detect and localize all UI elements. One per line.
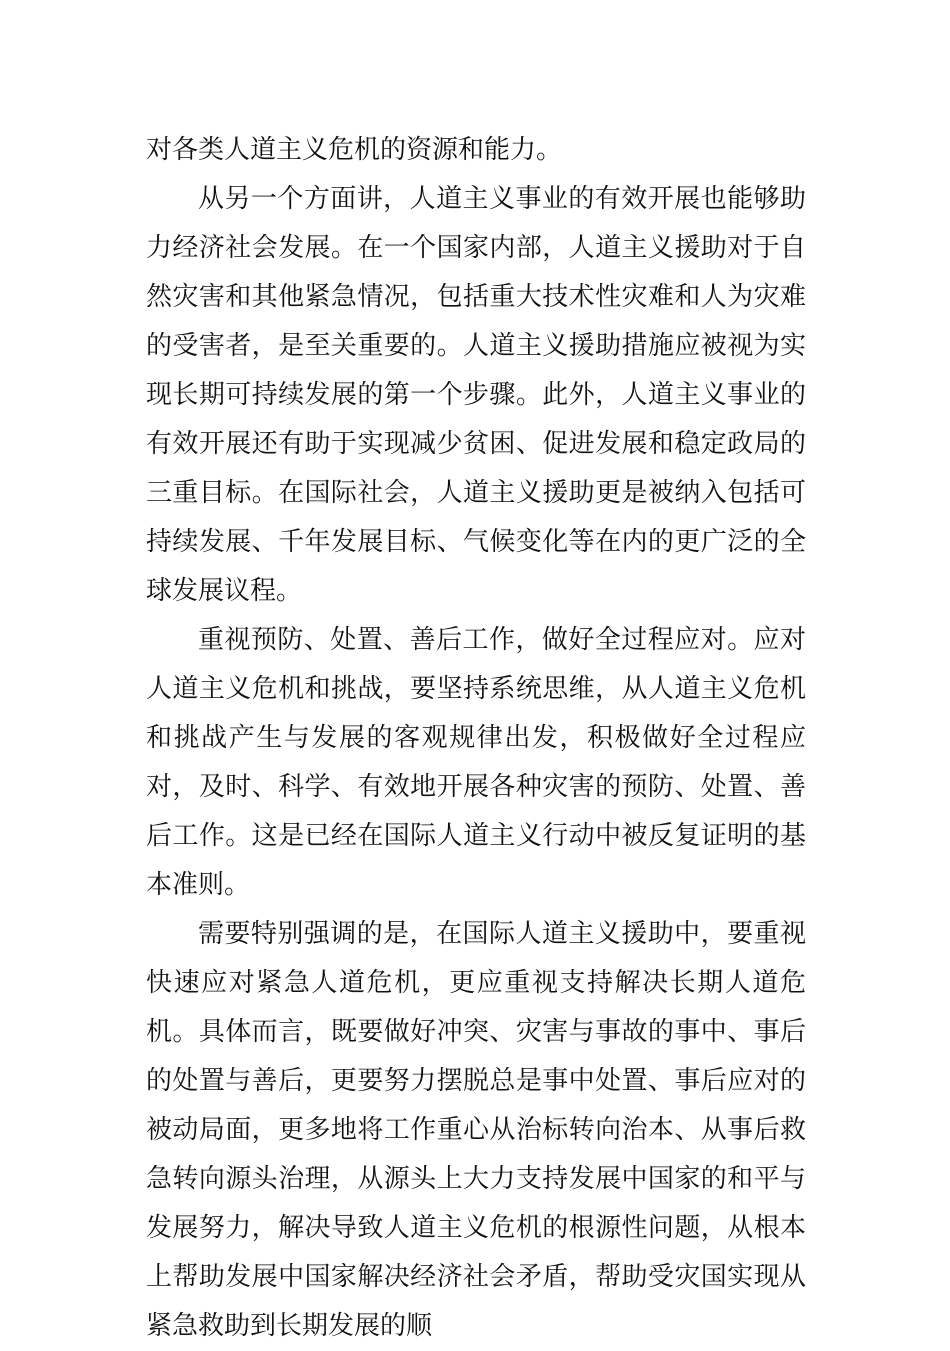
paragraph-long-term-crisis: 需要特别强调的是，在国际人道主义援助中，要重视快速应对紧急人道危机，更应重视支持解决长期人道危机。具体而言，既要做好冲突、灾害与事故的事中、事后的处置与善后，更要努力摆脱总是事中处置、事后应对的被动局面，更多地将工作重心从治标转向治本、从事后救急转向源头治理，从源头上大力支持发展中国家的和平与发展努力，解决导致人道主义危机的根源性问题，从根本上帮助发展中国家解决经济社会矛盾，帮助受灾国实现从紧急救助到长期发展的顺: [146, 919, 806, 1341]
paragraph-continuation: 对各类人道主义危机的资源和能力。: [146, 135, 563, 165]
paragraph-full-process-response: 重视预防、处置、善后工作，做好全过程应对。应对人道主义危机和挑战，要坚持系统思维，从人道主义危机和挑战产生与发展的客观规律出发，积极做好全过程应对，及时、科学、有效地开展各种灾害的预防、处置、善后工作。这是已经在国际人道主义行动中被反复证明的基本准则。: [146, 625, 806, 900]
paragraph-economic-development: 从另一个方面讲，人道主义事业的有效开展也能够助力经济社会发展。在一个国家内部，人道主义援助对于自然灾害和其他紧急情况，包括重大技术性灾难和人为灾难的受害者，是至关重要的。人道主义援助措施应被视为实现长期可持续发展的第一个步骤。此外，人道主义事业的有效开展还有助于实现减少贫困、促进发展和稳定政局的三重目标。在国际社会，人道主义援助更是被纳入包括可持续发展、千年发展目标、气候变化等在内的更广泛的全球发展议程。: [146, 184, 806, 606]
body-text: [146, 126, 806, 1351]
